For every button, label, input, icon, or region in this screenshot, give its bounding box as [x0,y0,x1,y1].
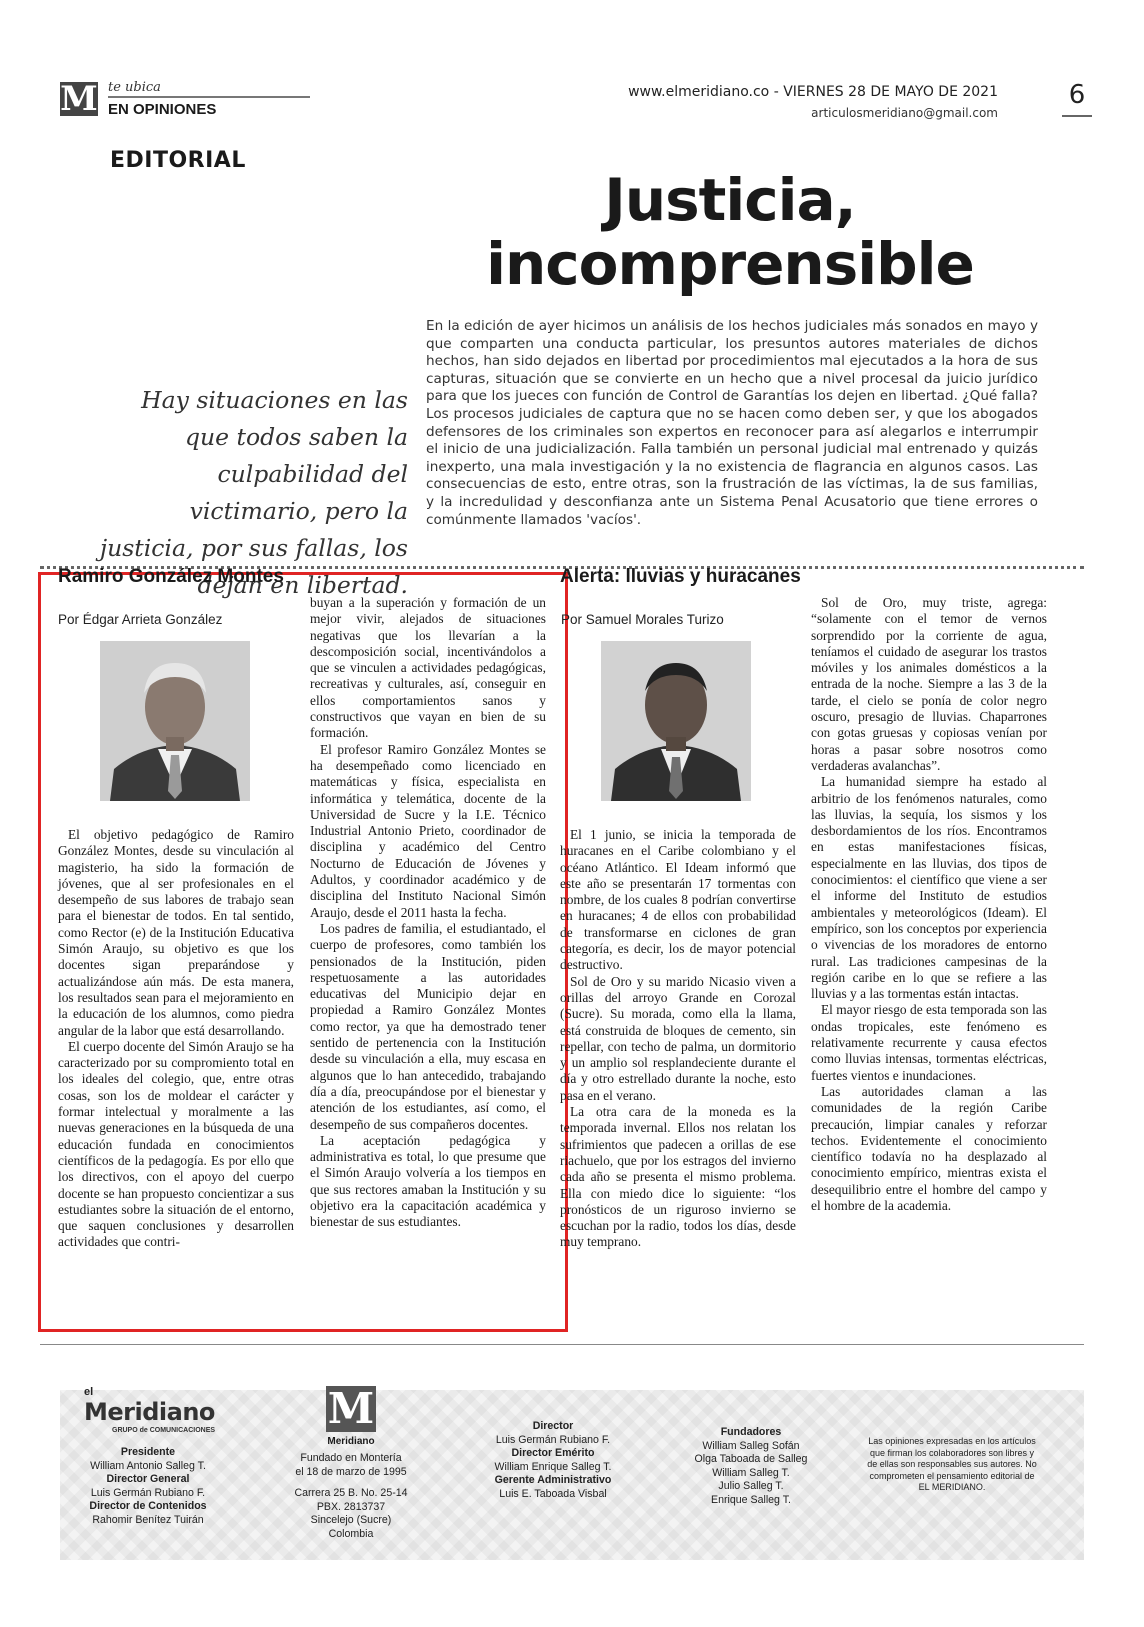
label: Presidente [120,1446,176,1458]
value: William Antonio Salleg T. [90,1459,206,1472]
editorial-body: En la edición de ayer hicimos un análisis de los hechos judiciales más sonados en mayo y que comparten una conducta particular, los presuntos autores materiales de dichos hechos, han sido dejados en libertad por procedimientos mal ejecutados a la hora de sus capturas, situación que se convierte en un hecho que a nivel procesal da juicio jurídico para que los jueces con función de Control de Garantías los dejen en libertad. ¿Qué falla? Los procesos judiciales de captura que no se hacen como deben ser, y que los abogados defensores de los criminales son expertos en reconocer para así alegarlos e interrumpir el inicio de una judicialización. Falla también un personal judicial mal entrenado y quizás inexperto, una mala investigación y la no existencia de flagrancia en algunos casos. Las consecuencias de esto, entre otras, son la frustración de las víctimas, la de sus familias, y la incredulidad y desconfianza ante un Sistema Penal Acusatorio que tiene errores o comúnmente llamados 'vacíos'. [426,318,1038,528]
value: PBX. 2813737 [316,1500,386,1513]
label: Director Emérito [511,1447,595,1460]
section-name: EN OPINIONES [108,101,217,118]
paragraph: buyan a la superación y formación de un mejor vivir, alejados de situaciones negativas que los llevarían a la descomposición social, incentivándolos a que se vinculen a actividades pedagógicas, recreativas y culturales, así, conseguir en ellos comportamientos sanos y constructivos que vayan en bien de su formación. [310,595,546,741]
editorial-headline [380,168,1080,296]
value: Olga Taboada de Salleg [694,1453,808,1466]
label: Director [532,1420,574,1432]
value: William Salleg T. [712,1466,790,1479]
article2-title: Alerta: lluvias y huracanes [560,566,801,587]
footer-founding-info [290,1452,412,1542]
value: William Salleg Sofán [702,1439,800,1452]
center-brand: Meridiano [327,1436,375,1447]
contact-email: articulosmeridiano@gmail.com [811,106,998,120]
footer-staff-center [486,1420,620,1502]
header-divider [108,96,310,98]
value: Julio Salleg T. [718,1480,784,1493]
te-ubica-label: te ubica [108,80,161,95]
article2-column-2 [811,595,1047,1214]
page-number: 6 [1068,80,1086,110]
paragraph: El 1 junio, se inicia la temporada de huracanes en el Caribe colombiano y el océano Atlántico. El Ideam informó que este año se presentarán 17 tormentas con nombre, de los cuales 8 podrían convertirse en huracanes; 4 de ellos con probabilidad de transformarse en ciclones de gran categoría, es decir, los de mayor potencial destructivo. [560,827,796,973]
label: Director de Contenidos [89,1500,207,1513]
paragraph: El objetivo pedagógico de Ramiro González Montes, desde su vinculación al magisterio, ha sido la formación de jóvenes, que al ser profesionales en el desempeño de sus labores de trabajo sean para el bienestar de todos. En tal sentido, como Rector (e) de la Institución Educativa Simón Araujo, su objetivo es que los docentes sigan preparándose y actualizándose aún más. De esta manera, los resultados sean para el mejoramiento en la educación de los alumnos, como piedra angular de la labor que está desarrollando. [58,827,294,1038]
center-logo-icon: M [327,1384,375,1433]
brand-logo-text: Meridiano [84,1398,215,1426]
author-portrait-icon [601,641,751,801]
headline-line-1: Justicia, [604,166,856,234]
paragraph: Los padres de familia, el estudiantado, el cuerpo de profesores, como también los pensionados de la Institución, piden respetuosamente a las autoridades educativas del Municipio dejar en propiedad a Ramiro González Montes como rector, ya que ha demostrado tener sentido de pertenencia con la Institución desde su vinculación a ella, muy escasa en algunos que lo han antecedido, trabajando día a día, preocupándose por el bienestar y atención de los estudiantes, así como, el desempeño de sus compañeros docentes. [310,920,546,1132]
article1-byline: Por Édgar Arrieta González [58,612,223,627]
editorial-label: EDITORIAL [110,148,246,173]
paragraph: El mayor riesgo de esta temporada son las ondas tropicales, este fenómeno es relativamente recurrente y causa efectos como lluvias intensas, tormentas eléctricas, fuertes vientos e inundaciones. [811,1002,1047,1083]
label: Gerente Administrativo [494,1474,612,1487]
value: Luis Germán Rubiano F. [495,1433,611,1446]
brand-el: el [84,1386,94,1398]
article2-author-photo [601,641,751,801]
editorial-pullquote: Hay situaciones en las que todos saben la culpabilidad del victimario, pero la justicia, por sus fallas, los dejan en libertad. [99,386,408,599]
spacer [290,1479,412,1487]
paragraph: Sol de Oro, muy triste, agrega: “solamente con el temor de vernos sorprendido por la corriente de agua, teníamos el cuidado de asegurar los trastos móviles y los animales domésticos a la entrada de la noche. Siempre a las 3 de la tarde, el cielo se ponía de color negro oscuro, presagio de lluvias. Chaparrones con gotas gruesas y copiosas venían por horas a pasar sobre nosotros como verdaderas avalanchas”. [811,595,1047,773]
site-and-date: www.elmeridiano.co - VIERNES 28 DE MAYO DE 2021 [628,84,998,100]
paragraph: El cuerpo docente del Simón Araujo se ha caracterizado por su compromiento total en los ideales del colegio, que, entre otras cosas, son los de moldear el carácter y formar intelectual y moralmente a las nuevas generaciones en la búsqueda de una educación fundada en conocimientos científicos de la pedagogía. Es por ello que los directivos, con el apoyo del cuerpo docente se han propuesto concientizar a sus estudiantes sobre la situación de el entorno, que saquen conclusiones y desarrollen actividades que contri- [58,1038,294,1250]
page-number-rule [1062,115,1092,117]
value: Luis Germán Rubiano F. [90,1486,206,1499]
label: Director General [106,1473,190,1486]
value: Rahomir Benítez Tuirán [92,1513,204,1526]
paragraph: Las autoridades claman a las comunidades de la región Caribe precaución, limpiar canales y reforzar techos. Evidentemente el conocimiento científico todavía no ha desplazado al conocimiento empírico, mientras exista el desequilibrio entre el hombre del campo y el hombre de la academia. [811,1083,1047,1213]
paragraph: Sol de Oro y su marido Nicasio viven a orillas del arroyo Grande en Corozal (Sucre). Su morada, como ella la llama, está construida de bloques de cemento, sin repellar, con techo de palma, un dormitorio y un amplio sol resplandeciente durante el día y otro estrellado durante la noche, esto pasa en el verano. [560,973,796,1103]
footer-founders [684,1426,818,1508]
value: Luis E. Taboada Visbal [499,1487,607,1500]
value: Sincelejo (Sucre) Colombia [310,1514,392,1540]
value: Fundado en Montería [300,1452,402,1464]
logo-icon: M [60,79,98,119]
article1-column-2 [310,595,546,1231]
value: Carrera 25 B. No. 25-14 [294,1487,408,1500]
footer-disclaimer: Las opiniones expresadas en los artículos que firman los colaboradores son libres y de ellas son responsables sus autores. No comprometen el pensamiento editorial de EL MERIDIANO. [867,1436,1037,1492]
article1-column-1 [58,827,294,1251]
value: William Enrique Salleg T. [494,1460,612,1473]
footer-staff-left [78,1446,218,1528]
paragraph: La otra cara de la moneda es la temporada invernal. Ellos nos relatan los sufrimientos que padecen a orillas de ese riachuelo, que por los estragos del invierno cada año se presenta el mismo problema. Ella con miedo dice lo siguiente: “los pronósticos de un riguroso invierno se escuchan por la radio, todos los días, desde muy temprano. [560,1104,796,1250]
paragraph: La aceptación pedagógica y administrativa es total, lo que presume que el Simón Araujo volvería a los tiempos en que sus rectores amaban la Institución y su objetivo era la capacitación académica y bienestar de sus estudiantes. [310,1132,546,1230]
article1-author-photo [100,641,250,801]
paragraph: El profesor Ramiro González Montes se ha desempeñado como licenciado en matemáticas y física, especialista en informática y telemática, docente de la Universidad de Sucre y la I.E. Técnico Industrial Antonio Prieto, coordinador de disciplina y académico del Centro Nocturno de Educación de Jóvenes y Adultos, y coordinador académico y de disciplina del Instituto Nacional Simón Araujo, desde el 2011 hasta la fecha. [310,741,546,920]
article2-byline: Por Samuel Morales Turizo [561,612,724,627]
value: Enrique Salleg T. [711,1493,791,1506]
value: el 18 de marzo de 1995 [295,1465,407,1478]
article1-title: Ramiro González Montes [58,566,284,587]
brand-subtitle: GRUPO de COMUNICACIONES [112,1427,216,1434]
paragraph: La humanidad siempre ha estado al arbitrio de los fenómenos naturales, como las lluvias, la sequía, los sismos y los desbordamientos de los ríos. Encontramos en estas manifestaciones físicas, especialmente en las lluvias, dos tipos de conocimientos: el científico que viene a ser el informe del Instituto de estudios ambientales y meteorológicos (Ideam). El empírico, son los conceptos por experiencia o vivencias de los moradores de entorno rural. Las tradiciones campesinas de la región caribe en lo que se refiere a las lluvias y a las tormentas están intactas. [811,774,1047,1002]
author-portrait-icon [100,641,250,801]
footer-divider [40,1344,1084,1345]
headline-line-2: incomprensible [486,230,974,298]
article2-column-1 [560,827,796,1251]
label: Fundadores [720,1426,782,1438]
